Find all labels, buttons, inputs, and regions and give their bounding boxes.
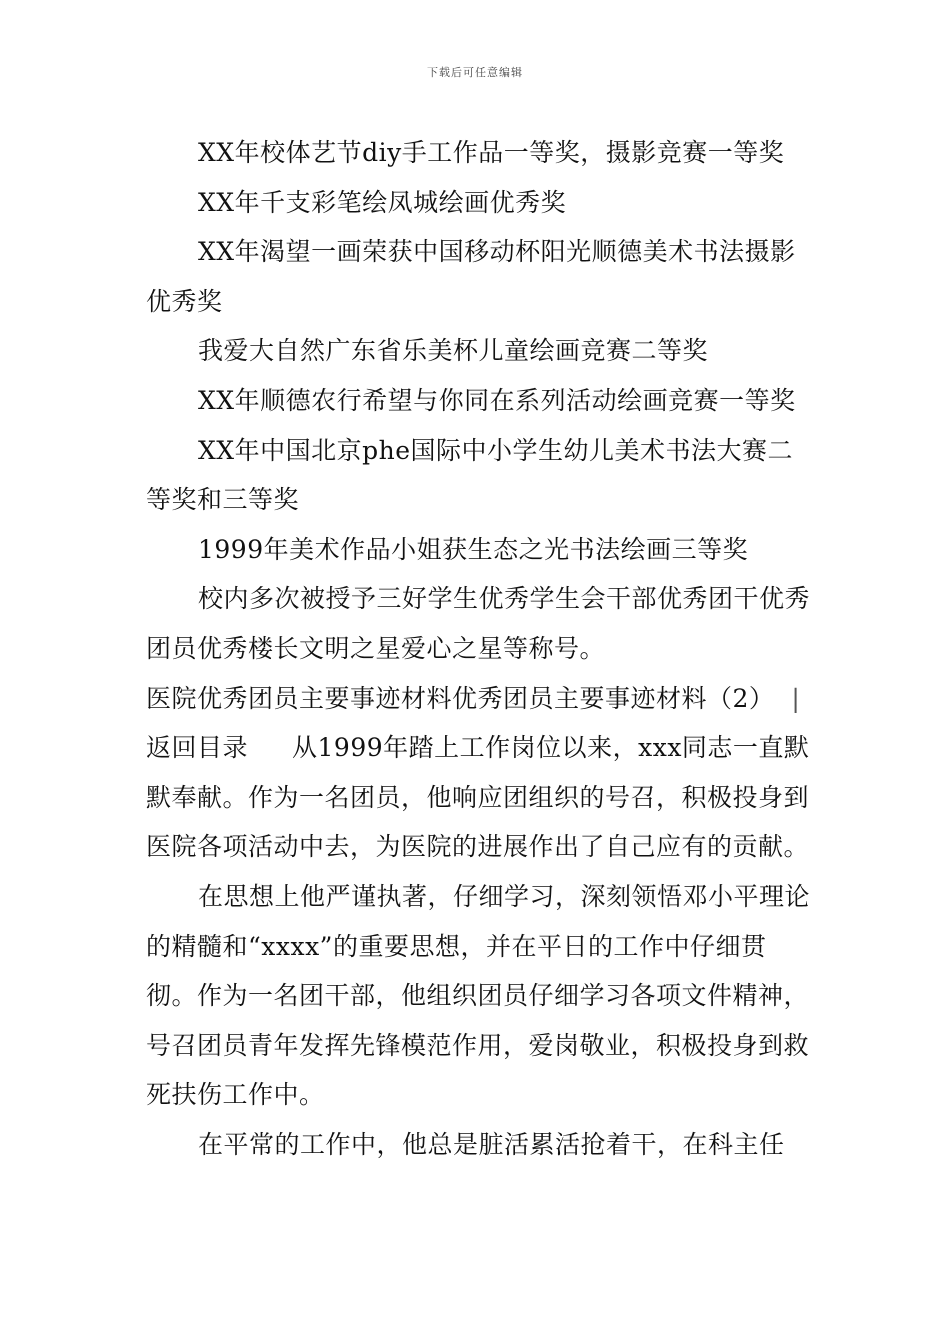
body-paragraph: 在思想上他严谨执著，仔细学习，深刻领悟邓小平理论的精髓和“xxxx”的重要思想，并在平日的工作中仔细贯彻。作为一名团干部，他组织团员仔细学习各项文件精神，号召团员青年发挥先锋模范作用，爱岗敬业，积极投身到救死扶伤工作中。: [146, 881, 811, 1110]
separator: |: [791, 683, 801, 713]
section-heading: [146, 674, 810, 872]
award-item: XX年中国北京phe国际中小学生幼儿美术书法大赛二等奖和三等奖: [146, 435, 793, 515]
document-body: [146, 128, 810, 1169]
award-item: XX年渴望一画荣获中国移动杯阳光顺德美术书法摄影优秀奖: [146, 237, 796, 316]
back-to-toc-link[interactable]: 返回目录: [146, 733, 249, 763]
award-item: 1999年美术作品小姐获生态之光书法绘画三等奖: [198, 534, 749, 564]
honors-paragraph: 校内多次被授予三好学生优秀学生会干部优秀团干优秀团员优秀楼长文明之星爱心之星等称号。: [146, 584, 811, 663]
award-item: XX年顺德农行希望与你同在系列活动绘画竞赛一等奖: [198, 385, 796, 415]
section-intro: 从1999年踏上工作岗位以来，xxx同志一直默默奉献。作为一名团员，他响应团组织的号召，积极投身到医院各项活动中去，为医院的进展作出了自己应有的贡献。: [146, 733, 810, 862]
award-item: 我爱大自然广东省乐美杯儿童绘画竞赛二等奖: [198, 336, 709, 366]
award-item: XX年千支彩笔绘凤城绘画优秀奖: [198, 187, 567, 217]
award-item: XX年校体艺节diy手工作品一等奖，摄影竞赛一等奖: [198, 138, 785, 167]
section-title: 医院优秀团员主要事迹材料优秀团员主要事迹材料（2）: [146, 683, 775, 713]
body-paragraph: 在平常的工作中，他总是脏活累活抢着干，在科主任: [198, 1129, 785, 1159]
page-header: 下载后可任意编辑: [427, 66, 523, 79]
